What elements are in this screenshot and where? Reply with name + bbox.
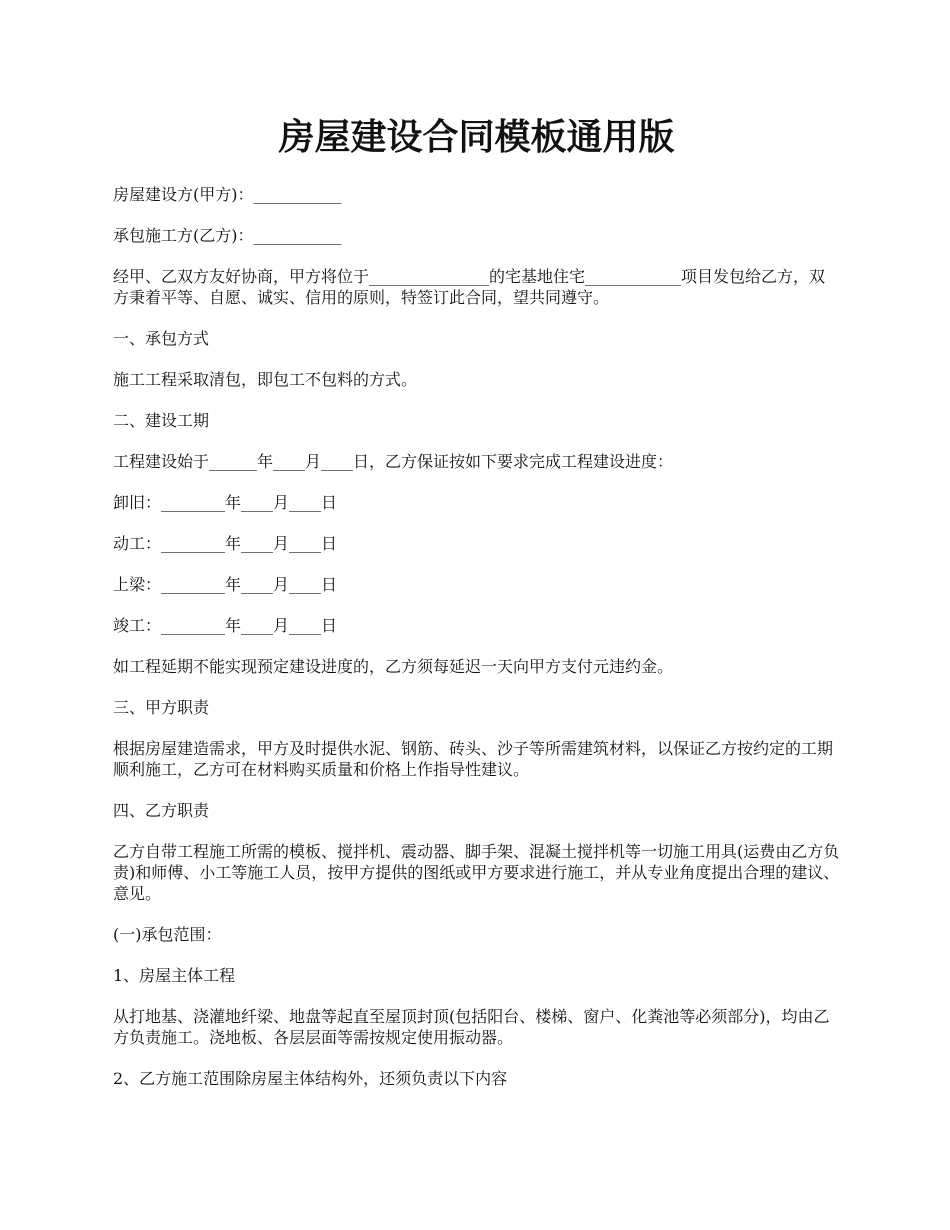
milestone-groundbreaking: 动工：________年____月____日 [113,534,338,553]
construction-start-paragraph: 工程建设始于______年____月____日，乙方保证按如下要求完成工程建设进度： [113,452,674,471]
subsection-heading-scope: (一)承包范围： [113,925,222,944]
milestone-demolition: 卸旧：________年____月____日 [113,493,338,512]
party-a-line: 房屋建设方(甲方)：___________ [113,185,342,204]
delay-penalty-paragraph: 如工程延期不能实现预定建设进度的，乙方须每延迟一天向甲方支付元违约金。 [113,657,674,676]
document-title: 房屋建设合同模板通用版 [278,116,675,158]
section-heading-contract-method: 一、承包方式 [113,329,210,348]
intro-paragraph: 经甲、乙双方友好协商，甲方将位于_______________的宅基地住宅____________项目发包给乙方，双方秉着平等、自愿、诚实、信用的原则，特签订此合同，望共同遵守。 [113,267,826,307]
milestone-completion: 竣工：________年____月____日 [113,616,338,635]
section-heading-party-a-duties: 三、甲方职责 [113,698,210,717]
section-heading-party-b-duties: 四、乙方职责 [113,801,210,820]
scope-item-1-paragraph: 从打地基、浇灌地纤梁、地盘等起直至屋顶封顶(包括阳台、楼梯、窗户、化粪池等必须部分)，均由乙方负责施工。浇地板、各层层面等需按规定使用振动器。 [113,1007,830,1047]
party-b-duties-paragraph: 乙方自带工程施工所需的模板、搅拌机、震动器、脚手架、混凝土搅拌机等一切施工用具(运费由乙方负责)和师傅、小工等施工人员，按甲方提供的图纸或甲方要求进行施工，并从专业角度提出合理的建议、意见。 [113,842,840,903]
scope-item-1-heading: 1、房屋主体工程 [113,966,236,985]
section-heading-construction-period: 二、建设工期 [113,411,210,430]
party-b-line: 承包施工方(乙方)：___________ [113,226,342,245]
milestone-beam-raising: 上梁：________年____月____日 [113,575,338,594]
scope-item-2-heading: 2、乙方施工范围除房屋主体结构外，还须负责以下内容 [113,1069,508,1088]
party-a-duties-paragraph: 根据房屋建造需求，甲方及时提供水泥、钢筋、砖头、沙子等所需建筑材料，以保证乙方按约定的工期顺利施工，乙方可在材料购买质量和价格上作指导性建议。 [113,739,834,779]
contract-method-paragraph: 施工工程采取清包，即包工不包料的方式。 [113,370,418,389]
